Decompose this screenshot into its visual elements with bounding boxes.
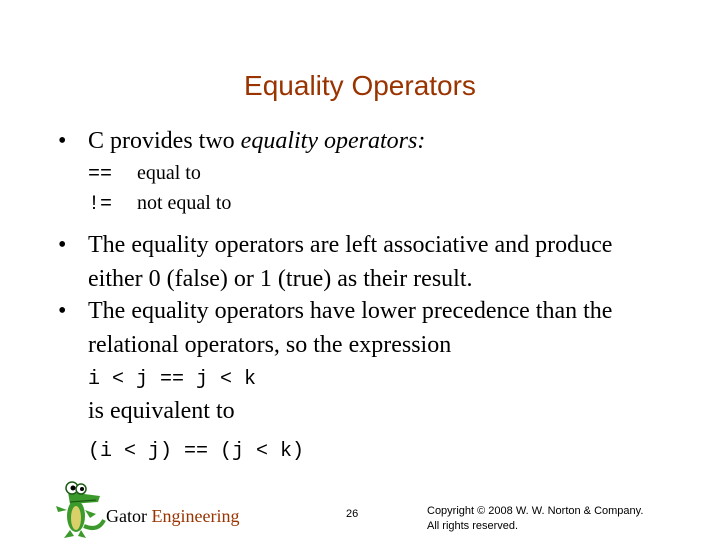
footer-brand-gator: Gator (106, 506, 147, 526)
footer-brand (106, 506, 239, 527)
bullet-text-line: either 0 (false) or 1 (true) as their result. (88, 266, 473, 292)
bullet-text-line: The equality operators are left associative and produce (88, 232, 613, 258)
copyright-line: All rights reserved. (427, 520, 519, 532)
bullet-text-line: relational operators, so the expression (88, 332, 452, 358)
bullet-left-associative (58, 228, 678, 296)
footer-brand-engineering: Engineering (151, 506, 240, 526)
bullet-marker: • (58, 232, 67, 258)
equivalent-text: is equivalent to (88, 398, 235, 424)
slide-title: Equality Operators (244, 70, 476, 101)
copyright-notice (427, 504, 643, 534)
operator-meaning: equal to (137, 162, 201, 184)
bullet-marker: • (58, 128, 67, 154)
bullet-text-emphasis: equality operators: (240, 128, 426, 154)
copyright-line: Copyright © 2008 W. W. Norton & Company. (427, 505, 644, 517)
code-expression: i < j == j < k (88, 368, 257, 391)
bullet-c-provides (58, 124, 678, 158)
operator-meaning: not equal to (137, 192, 232, 214)
bullet-text-line: The equality operators have lower precedence than the (88, 298, 613, 324)
bullet-marker: • (58, 298, 67, 324)
operator-not-equal-row (88, 192, 231, 216)
operator-equal-row (88, 162, 201, 186)
code-equivalent-expression: (i < j) == (j < k) (88, 440, 305, 463)
bullet-text: C provides two (88, 128, 241, 154)
operator-symbol: != (88, 193, 113, 216)
page-number: 26 (346, 508, 359, 520)
operator-symbol: == (88, 163, 113, 186)
bullet-lower-precedence (58, 294, 678, 362)
alligator-mascot-icon (50, 476, 108, 540)
